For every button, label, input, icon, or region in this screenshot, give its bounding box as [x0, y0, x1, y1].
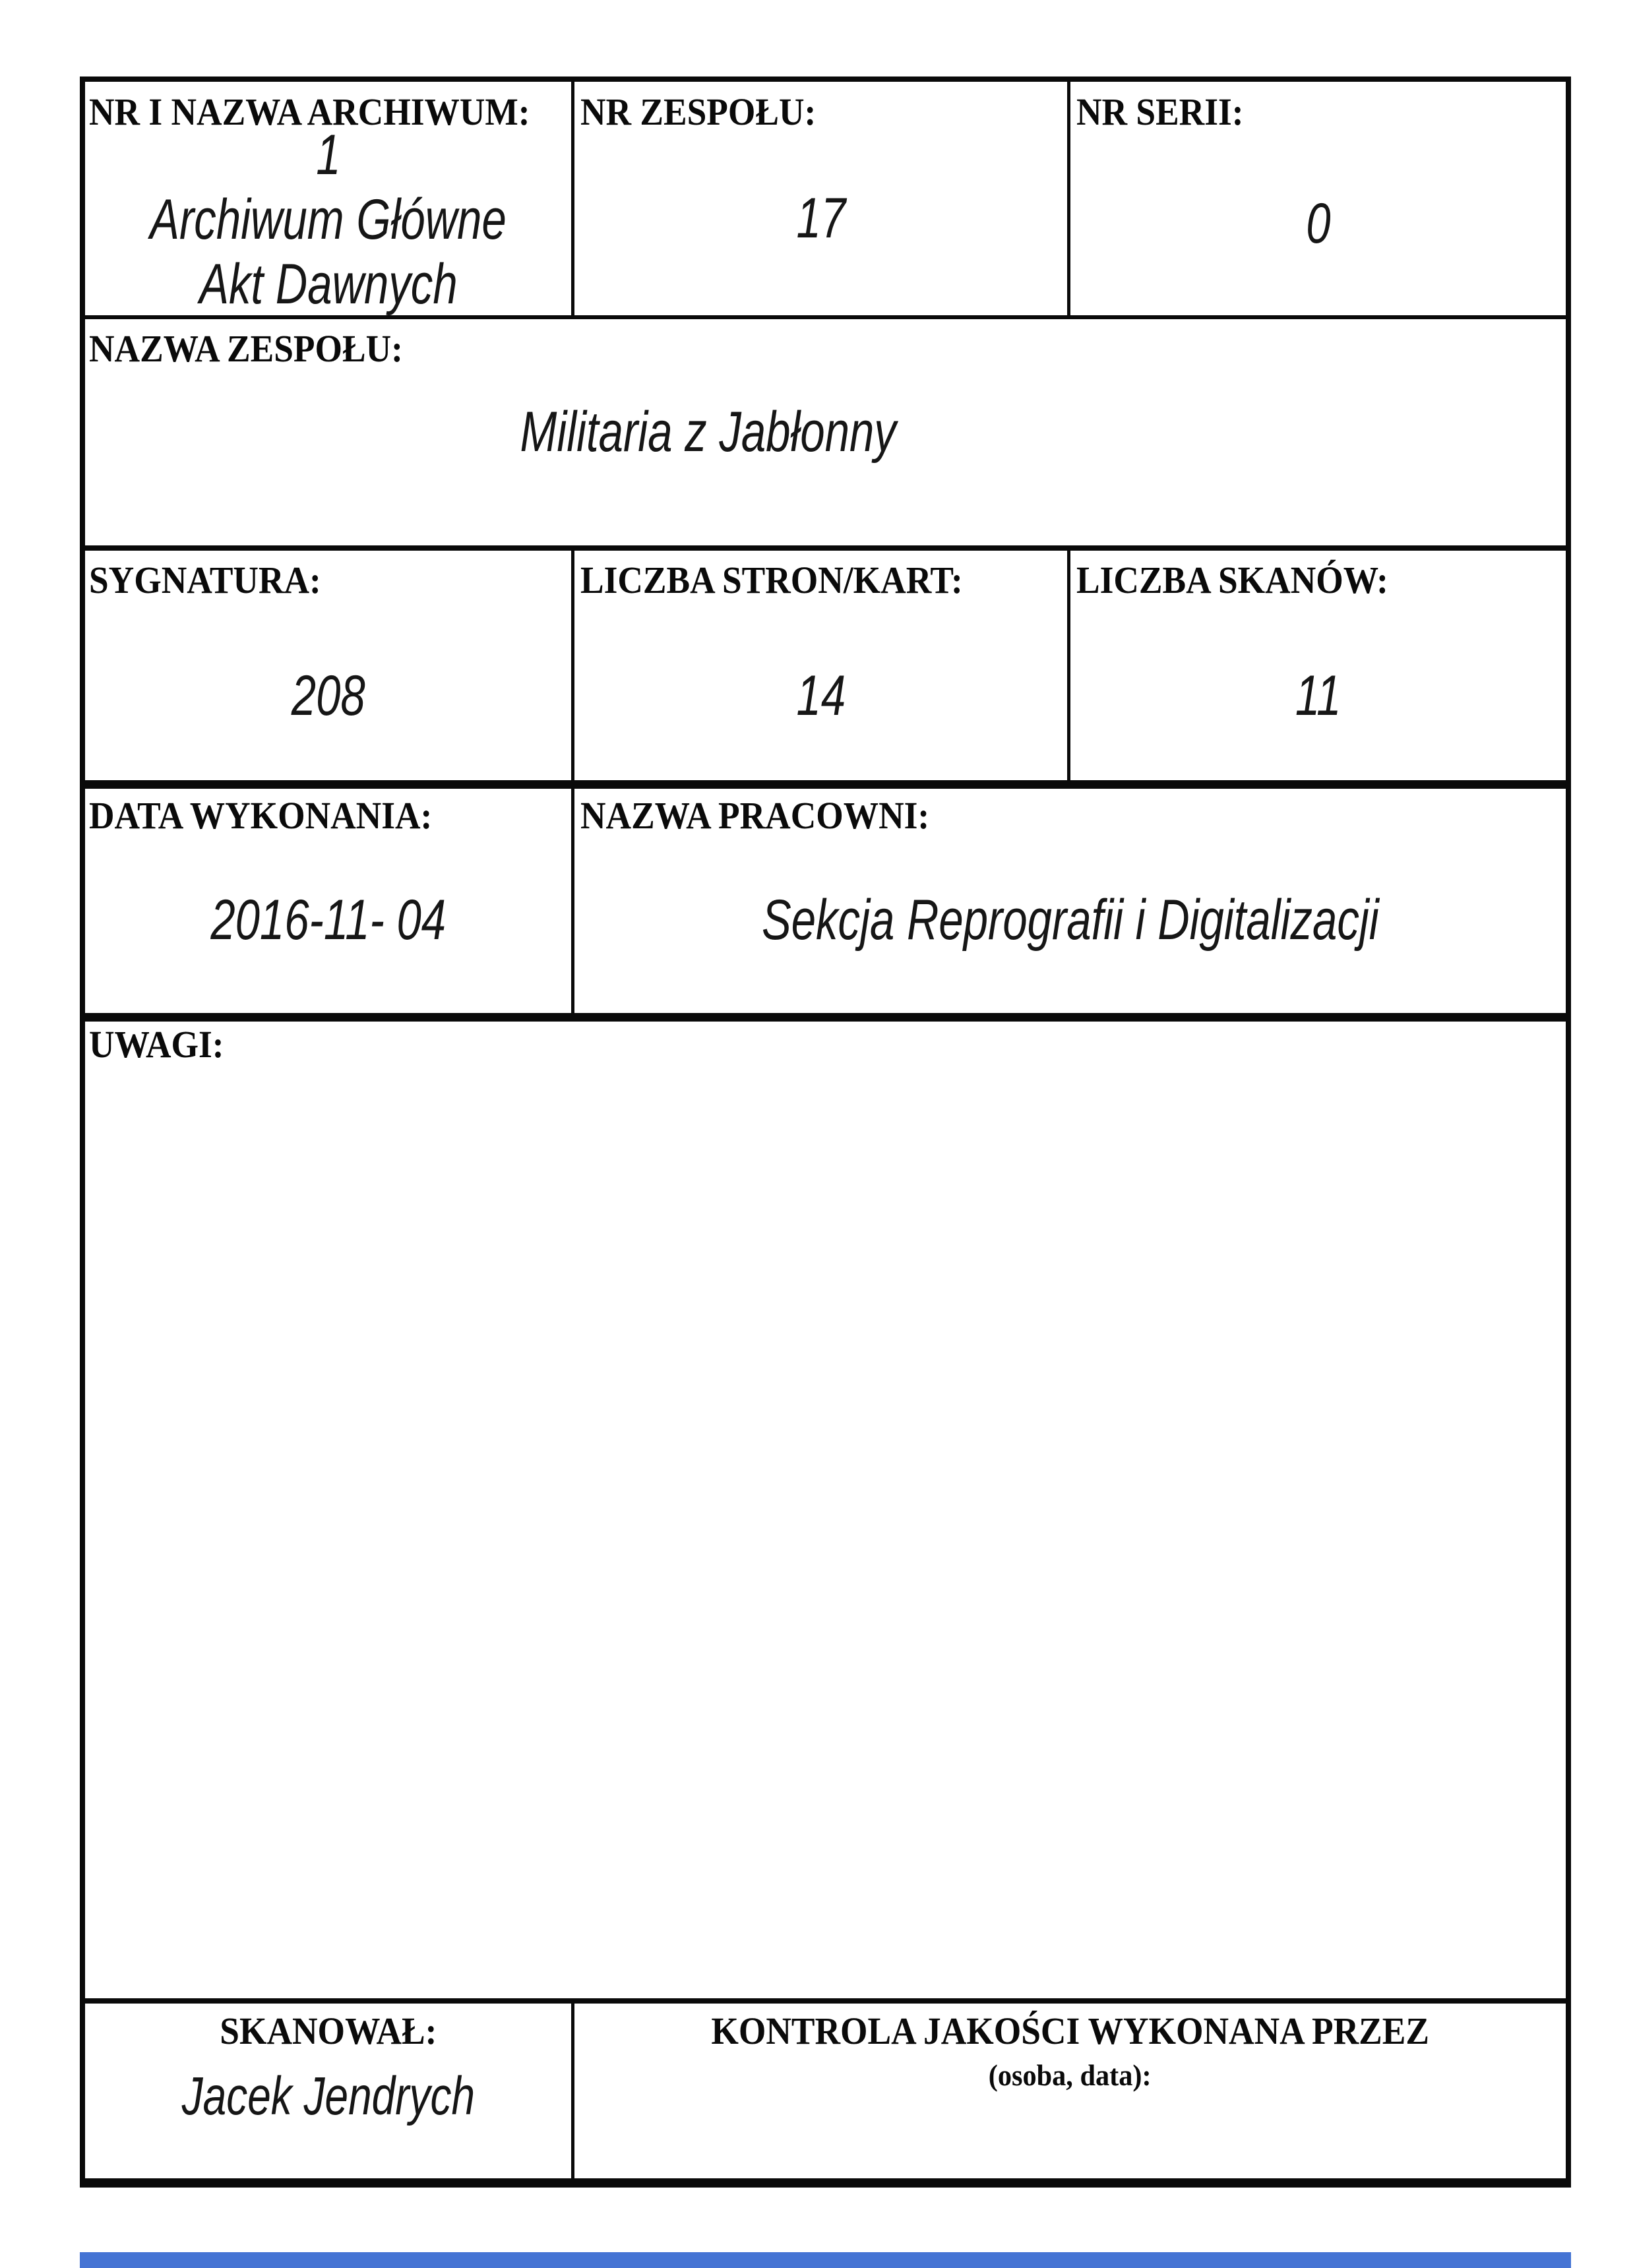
series-number-label-text: NR SERII:: [1076, 90, 1244, 133]
notes-label: [89, 1024, 235, 1066]
scanned-by-value: Jacek Jendrych: [181, 2066, 475, 2126]
quality-control-label: [574, 2010, 1566, 2052]
pages-count-value: 14: [796, 664, 846, 727]
table-border-top: [80, 77, 1571, 82]
bottom-blue-bar: [80, 2252, 1571, 2268]
studio-label: [580, 795, 960, 837]
scans-count-value: 11: [1295, 664, 1342, 727]
quality-control-sublabel: [574, 2059, 1566, 2093]
studio-label-text: NAZWA PRACOWNI:: [580, 794, 930, 837]
archive-value-line1: 1: [315, 123, 341, 187]
row-divider-2: [80, 545, 1571, 551]
quality-control-label-text: KONTROLA JAKOŚCI WYKONANA PRZEZ: [711, 2009, 1429, 2052]
scanned-by-label-text: SKANOWAŁ:: [219, 2009, 437, 2052]
table-border-right: [1566, 77, 1571, 2188]
row-divider-3: [80, 780, 1571, 789]
scans-count-label-text: LICZBA SKANÓW:: [1076, 559, 1388, 601]
col-divider-a-rows34: [571, 545, 574, 1022]
fonds-name-label-text: NAZWA ZESPOŁU:: [89, 327, 403, 370]
fonds-number-label: [580, 91, 836, 133]
table-border-left: [80, 77, 85, 2188]
fonds-number-label-text: NR ZESPOŁU:: [580, 90, 817, 133]
studio-value: Sekcja Reprografii i Digitalizacji: [761, 888, 1379, 952]
scanned-by-label: [85, 2010, 571, 2052]
scan-date-value: 2016-11- 04: [210, 888, 446, 952]
table-border-bottom: [80, 2178, 1571, 2188]
fonds-name-value: Militaria z Jabłonny: [520, 400, 897, 464]
scan-date-label-text: DATA WYKONANIA:: [89, 794, 433, 837]
series-number-label: [1076, 91, 1258, 133]
series-number-value: 0: [1305, 192, 1331, 255]
archive-value-line2: Archiwum Główne: [150, 188, 507, 251]
row-divider-5: [80, 1998, 1571, 2004]
signature-label-text: SYGNATURA:: [89, 559, 321, 601]
signature-label: [89, 559, 341, 601]
archive-value-line3: Akt Dawnych: [199, 253, 458, 316]
signature-value: 208: [291, 664, 365, 727]
pages-count-label: [580, 559, 996, 601]
scans-count-label: [1076, 559, 1415, 601]
pages-count-label-text: LICZBA STRON/KART:: [580, 559, 963, 601]
archive-value: [85, 123, 571, 321]
row-divider-4: [80, 1013, 1571, 1022]
scan-date-label: [89, 795, 462, 837]
fonds-name-label: [89, 328, 430, 370]
archive-label-text: NR I NAZWA ARCHIWUM:: [89, 90, 530, 133]
fonds-number-value: 17: [796, 187, 846, 250]
quality-control-sublabel-text: (osoba, data):: [989, 2058, 1152, 2092]
notes-label-text: UWAGI:: [89, 1023, 224, 1066]
